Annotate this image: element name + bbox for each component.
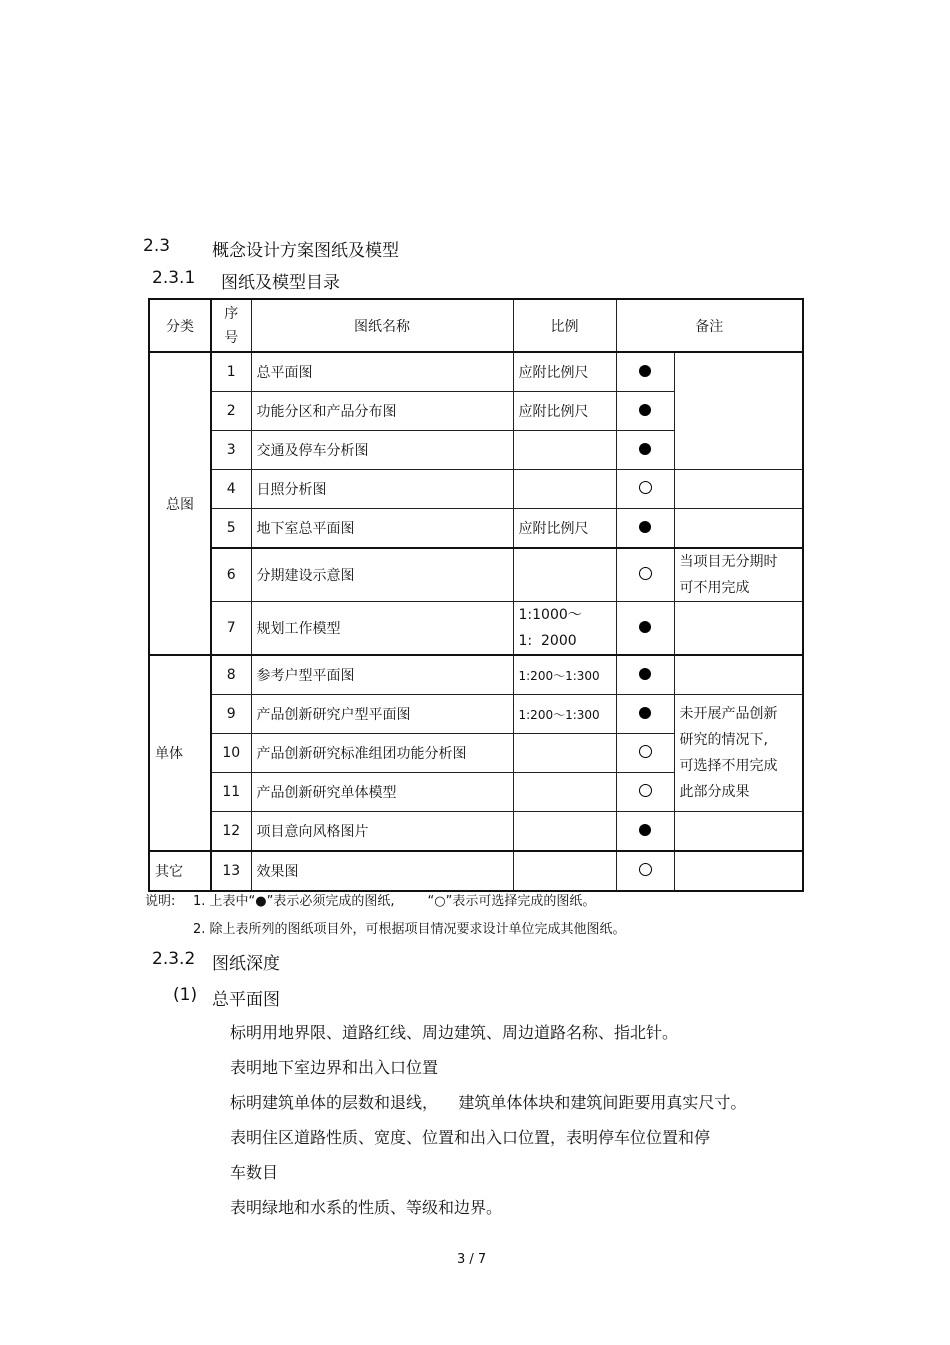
row-name: 参考户型平面图	[251, 655, 513, 695]
filled-circle-icon	[639, 707, 651, 719]
row-name: 交通及停车分析图	[251, 431, 513, 470]
subsection-number: 2.3.1	[152, 268, 196, 288]
row-name: 分期建设示意图	[251, 548, 513, 602]
paragraph: 标明建筑单体的层数和退线， 建筑单体体块和建筑间距要用真实尺寸。	[230, 1093, 747, 1112]
row-name: 功能分区和产品分布图	[251, 392, 513, 431]
row-remark	[674, 812, 803, 852]
row-number: 8	[211, 655, 251, 695]
row-number: 4	[211, 470, 251, 509]
row-number: 11	[211, 773, 251, 812]
table-row	[149, 352, 803, 392]
row-remark	[674, 548, 803, 602]
page-number: 3 / 7	[457, 1252, 487, 1267]
required-mark	[616, 352, 674, 392]
header-remark: 备注	[616, 299, 803, 352]
paragraph: 表明绿地和水系的性质、等级和边界。	[230, 1198, 503, 1217]
table-row	[149, 812, 803, 852]
optional-mark	[616, 470, 674, 509]
required-mark	[616, 812, 674, 852]
row-scale: 1:200～1:300	[513, 695, 616, 734]
required-mark	[616, 655, 674, 695]
hollow-circle-icon	[639, 481, 652, 494]
required-mark	[616, 431, 674, 470]
row-number: 12	[211, 812, 251, 852]
row-name: 总平面图	[251, 352, 513, 392]
row-number: 1	[211, 352, 251, 392]
filled-circle-icon	[639, 521, 651, 533]
scale-line: 1: 2000	[518, 633, 577, 649]
required-mark	[616, 602, 674, 656]
row-name: 产品创新研究户型平面图	[251, 695, 513, 734]
row-scale	[513, 812, 616, 852]
notes-line2: 2. 除上表所列的图纸项目外，可根据项目情况要求设计单位完成其他图纸。	[193, 922, 626, 937]
filled-circle-icon	[639, 824, 651, 836]
row-scale	[513, 602, 616, 656]
row-scale	[513, 470, 616, 509]
section-number: 2.3	[143, 236, 171, 256]
row-scale	[513, 431, 616, 470]
row-scale: 应附比例尺	[513, 392, 616, 431]
hollow-circle-icon	[639, 567, 652, 580]
notes-line1: 1. 上表中“●”表示必须完成的图纸, “○”表示可选择完成的图纸。	[193, 894, 596, 909]
optional-mark	[616, 851, 674, 891]
hollow-circle-icon	[639, 745, 652, 758]
row-remark	[674, 470, 803, 509]
header-category: 分类	[149, 299, 211, 352]
remark-line: 研究的情况下,	[679, 732, 768, 748]
row-remark	[674, 655, 803, 695]
row-name: 日照分析图	[251, 470, 513, 509]
row-number: 3	[211, 431, 251, 470]
row-number: 6	[211, 548, 251, 602]
header-seq-line2: 号	[224, 329, 239, 346]
filled-circle-icon	[639, 621, 651, 633]
required-mark	[616, 392, 674, 431]
row-scale	[513, 734, 616, 773]
table-header-row	[149, 299, 803, 352]
remark-line: 未开展产品创新	[679, 706, 778, 722]
scale-line: 1:1000～	[518, 607, 582, 623]
table-row	[149, 548, 803, 602]
optional-mark	[616, 548, 674, 602]
table-row	[149, 695, 803, 734]
table-row	[149, 509, 803, 549]
row-remark	[674, 509, 803, 549]
row-number: 2	[211, 392, 251, 431]
row-number: 7	[211, 602, 251, 656]
row-scale: 1:200～1:300	[513, 655, 616, 695]
remark-line: 可选择不用完成	[679, 758, 778, 774]
paragraph: 车数目	[230, 1163, 279, 1182]
header-seq	[211, 299, 251, 352]
row-scale: 应附比例尺	[513, 509, 616, 549]
filled-circle-icon	[639, 404, 651, 416]
row-number: 10	[211, 734, 251, 773]
required-mark	[616, 509, 674, 549]
table-row	[149, 470, 803, 509]
optional-mark	[616, 734, 674, 773]
row-number: 9	[211, 695, 251, 734]
header-name: 图纸名称	[251, 299, 513, 352]
filled-circle-icon	[639, 365, 651, 377]
row-scale: 应附比例尺	[513, 352, 616, 392]
optional-mark	[616, 773, 674, 812]
subsection2-number: 2.3.2	[152, 949, 196, 969]
section-title: 概念设计方案图纸及模型	[212, 241, 399, 261]
paragraph: 表明地下室边界和出入口位置	[230, 1058, 439, 1077]
item1-number: (1)	[173, 985, 198, 1005]
row-name: 产品创新研究标准组团功能分析图	[251, 734, 513, 773]
row-remark	[674, 352, 803, 470]
table-row	[149, 851, 803, 891]
item1-title: 总平面图	[212, 990, 280, 1010]
row-name: 规划工作模型	[251, 602, 513, 656]
required-mark	[616, 695, 674, 734]
group-unit: 单体	[149, 655, 211, 851]
filled-circle-icon	[639, 668, 651, 680]
row-remark	[674, 851, 803, 891]
row-remark	[674, 602, 803, 656]
row-name: 项目意向风格图片	[251, 812, 513, 852]
notes-label: 说明:	[145, 894, 176, 909]
row-scale	[513, 773, 616, 812]
filled-circle-icon	[639, 443, 651, 455]
drawing-catalog-table	[148, 298, 804, 892]
subsection-title: 图纸及模型目录	[221, 273, 340, 293]
row-name: 效果图	[251, 851, 513, 891]
row-name: 地下室总平面图	[251, 509, 513, 549]
group-other: 其它	[149, 851, 211, 891]
group-general: 总图	[149, 352, 211, 655]
row-number: 13	[211, 851, 251, 891]
row-number: 5	[211, 509, 251, 549]
hollow-circle-icon	[639, 863, 652, 876]
row-scale	[513, 548, 616, 602]
unit-remark	[674, 695, 803, 812]
remark-line: 可不用完成	[679, 580, 750, 596]
row-name: 产品创新研究单体模型	[251, 773, 513, 812]
table-row	[149, 602, 803, 656]
paragraph: 表明住区道路性质、宽度、位置和出入口位置，表明停车位位置和停	[230, 1128, 711, 1147]
table-row	[149, 655, 803, 695]
hollow-circle-icon	[639, 784, 652, 797]
paragraph: 标明用地界限、道路红线、周边建筑、周边道路名称、指北针。	[230, 1023, 679, 1042]
header-scale: 比例	[513, 299, 616, 352]
row-scale	[513, 851, 616, 891]
subsection2-title: 图纸深度	[212, 954, 280, 974]
header-seq-line1: 序	[224, 305, 239, 322]
remark-line: 此部分成果	[679, 784, 750, 800]
remark-line: 当项目无分期时	[679, 554, 778, 570]
